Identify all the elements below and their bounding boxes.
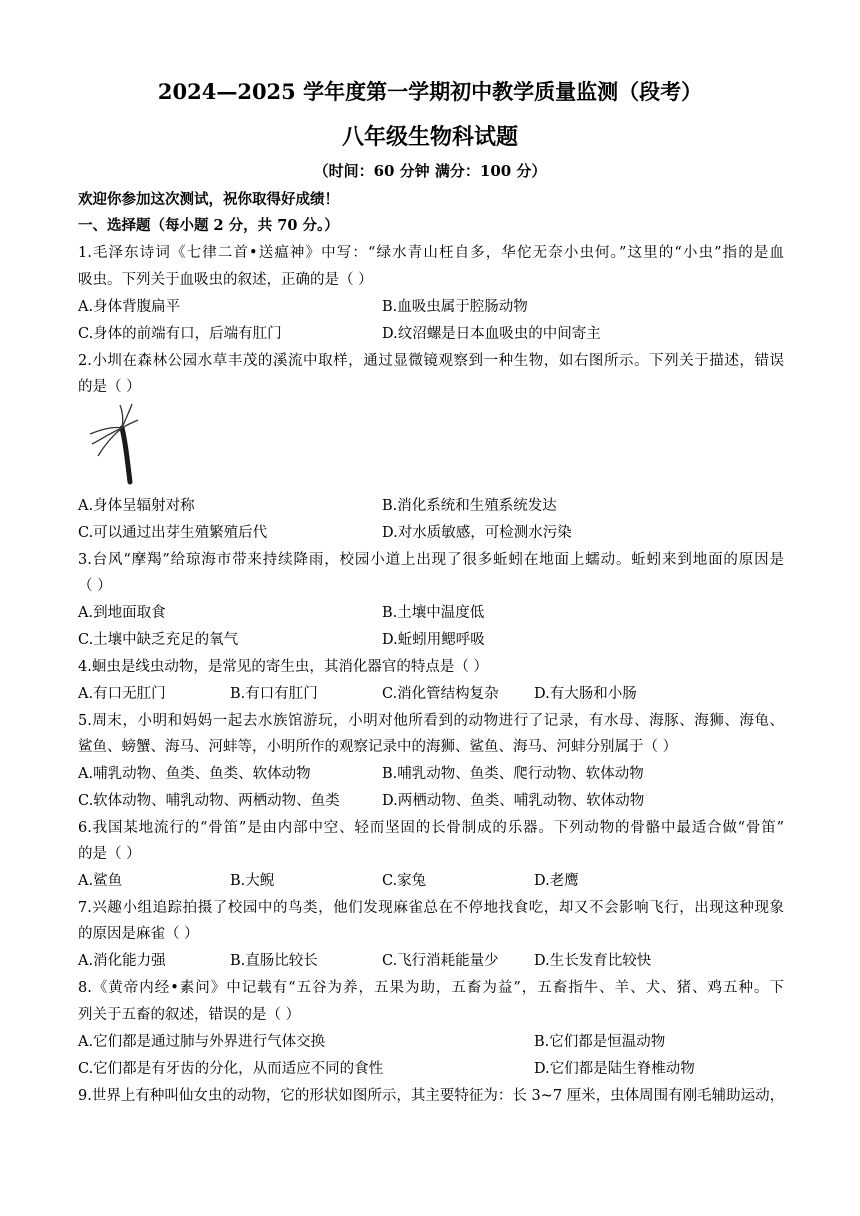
welcome-text: 欢迎你参加这次测试，祝你取得好成绩！ — [78, 191, 339, 208]
option-a: A.到地面取食 — [78, 605, 166, 621]
option-c: C.它们都是有牙齿的分化，从而适应不同的食性 — [78, 1061, 384, 1077]
section-heading: 一、选择题（每小题 2 分，共 70 分。） — [78, 217, 339, 234]
option-c: C.土壤中缺乏充足的氧气 — [78, 632, 239, 648]
question-stem: 的原因是麻雀（ ） — [78, 926, 199, 942]
question-stem: 鲨鱼、螃蟹、海马、河蚌等，小明所作的观察记录中的海狮、鲨鱼、海马、河蚌分别属于（ ） — [78, 739, 678, 755]
option-b: B.大鲵 — [230, 873, 275, 889]
question-stem: 的是（ ） — [78, 846, 141, 862]
question-stem: 列关于五畜的叙述，错误的是（ ） — [78, 1007, 301, 1023]
question-stem: 2.小圳在森林公园水草丰茂的溪流中取样，通过显微镜观察到一种生物，如右图所示。下列关于描述，错误 — [78, 353, 784, 369]
option-c: C.消化管结构复杂 — [382, 686, 499, 702]
option-d: D.它们都是陆生脊椎动物 — [534, 1061, 695, 1077]
option-b: B.土壤中温度低 — [382, 605, 485, 621]
option-d: D.蚯蚓用鳃呼吸 — [382, 632, 485, 648]
option-c: C.软体动物、哺乳动物、两栖动物、鱼类 — [78, 793, 340, 809]
question-stem: 的是（ ） — [78, 379, 141, 395]
option-d: D.纹沼螺是日本血吸虫的中间寄主 — [382, 326, 601, 342]
option-c: C.家兔 — [382, 873, 427, 889]
option-a: A.身体背腹扁平 — [78, 299, 181, 315]
question-stem: 1.毛泽东诗词《七律二首•送瘟神》中写：“绿水青山枉自多，华佗无奈小虫何。”这里的“小虫”指的是血 — [78, 245, 784, 261]
option-b: B.血吸虫属于腔肠动物 — [382, 299, 528, 315]
option-a: A.哺乳动物、鱼类、鱼类、软体动物 — [78, 766, 311, 782]
question-stem: 8.《黄帝内经•素问》中记载有“五谷为养，五果为助，五畜为益”，五畜指牛、羊、犬、猪、鸡五种。下 — [78, 980, 784, 996]
question-stem: 6.我国某地流行的“骨笛”是由内部中空、轻而坚固的长骨制成的乐器。下列动物的骨骼中最适合做“骨笛” — [78, 820, 784, 836]
hydra-illustration — [82, 402, 152, 486]
option-b: B.消化系统和生殖系统发达 — [382, 498, 557, 514]
exam-subtitle: 八年级生物科试题 — [341, 124, 518, 150]
question-stem: （ ） — [78, 578, 112, 594]
option-a: A.鲨鱼 — [78, 873, 123, 889]
exam-title: 2024—2025 学年度第一学期初中教学质量监测（段考） — [157, 79, 703, 104]
option-b: B.直肠比较长 — [230, 953, 318, 969]
option-a: A.它们都是通过肺与外界进行气体交换 — [78, 1034, 326, 1050]
exam-time-info: （时间：60 分钟 满分：100 分） — [313, 162, 547, 180]
option-d: D.两栖动物、鱼类、哺乳动物、软体动物 — [382, 793, 645, 809]
question-stem: 9.世界上有种叫仙女虫的动物，它的形状如图所示，其主要特征为：长 3~7 厘米，虫体周围有刚毛辅助运动， — [78, 1088, 785, 1104]
question-stem: 7.兴趣小组追踪拍摄了校园中的鸟类，他们发现麻雀总在不停地找食吃，却又不会影响飞行，出现这种现象 — [78, 900, 784, 916]
option-c: C.可以通过出芽生殖繁殖后代 — [78, 525, 268, 541]
question-stem: 吸虫。下列关于血吸虫的叙述，正确的是（ ） — [78, 272, 373, 288]
option-c: C.飞行消耗能量少 — [382, 953, 499, 969]
option-a: A.有口无肛门 — [78, 686, 166, 702]
option-a: A.消化能力强 — [78, 953, 166, 969]
option-d: D.对水质敏感，可检测水污染 — [382, 525, 572, 541]
option-d: D.有大肠和小肠 — [534, 686, 637, 702]
option-b: B.它们都是恒温动物 — [534, 1034, 666, 1050]
option-b: B.哺乳动物、鱼类、爬行动物、软体动物 — [382, 766, 644, 782]
option-c: C.身体的前端有口，后端有肛门 — [78, 326, 282, 342]
option-a: A.身体呈辐射对称 — [78, 498, 195, 514]
option-b: B.有口有肛门 — [230, 686, 318, 702]
question-stem: 4.蛔虫是线虫动物，是常见的寄生虫，其消化器官的特点是（ ） — [78, 659, 488, 675]
option-d: D.老鹰 — [534, 873, 579, 889]
option-d: D.生长发育比较快 — [534, 953, 652, 969]
question-stem: 3.台风“摩羯”给琼海市带来持续降雨，校园小道上出现了很多蚯蚓在地面上蠕动。蚯蚓来到地面的原因是 — [78, 552, 784, 568]
question-stem: 5.周末，小明和妈妈一起去水族馆游玩，小明对他所看到的动物进行了记录，有水母、海豚、海狮、海龟、 — [78, 713, 784, 729]
